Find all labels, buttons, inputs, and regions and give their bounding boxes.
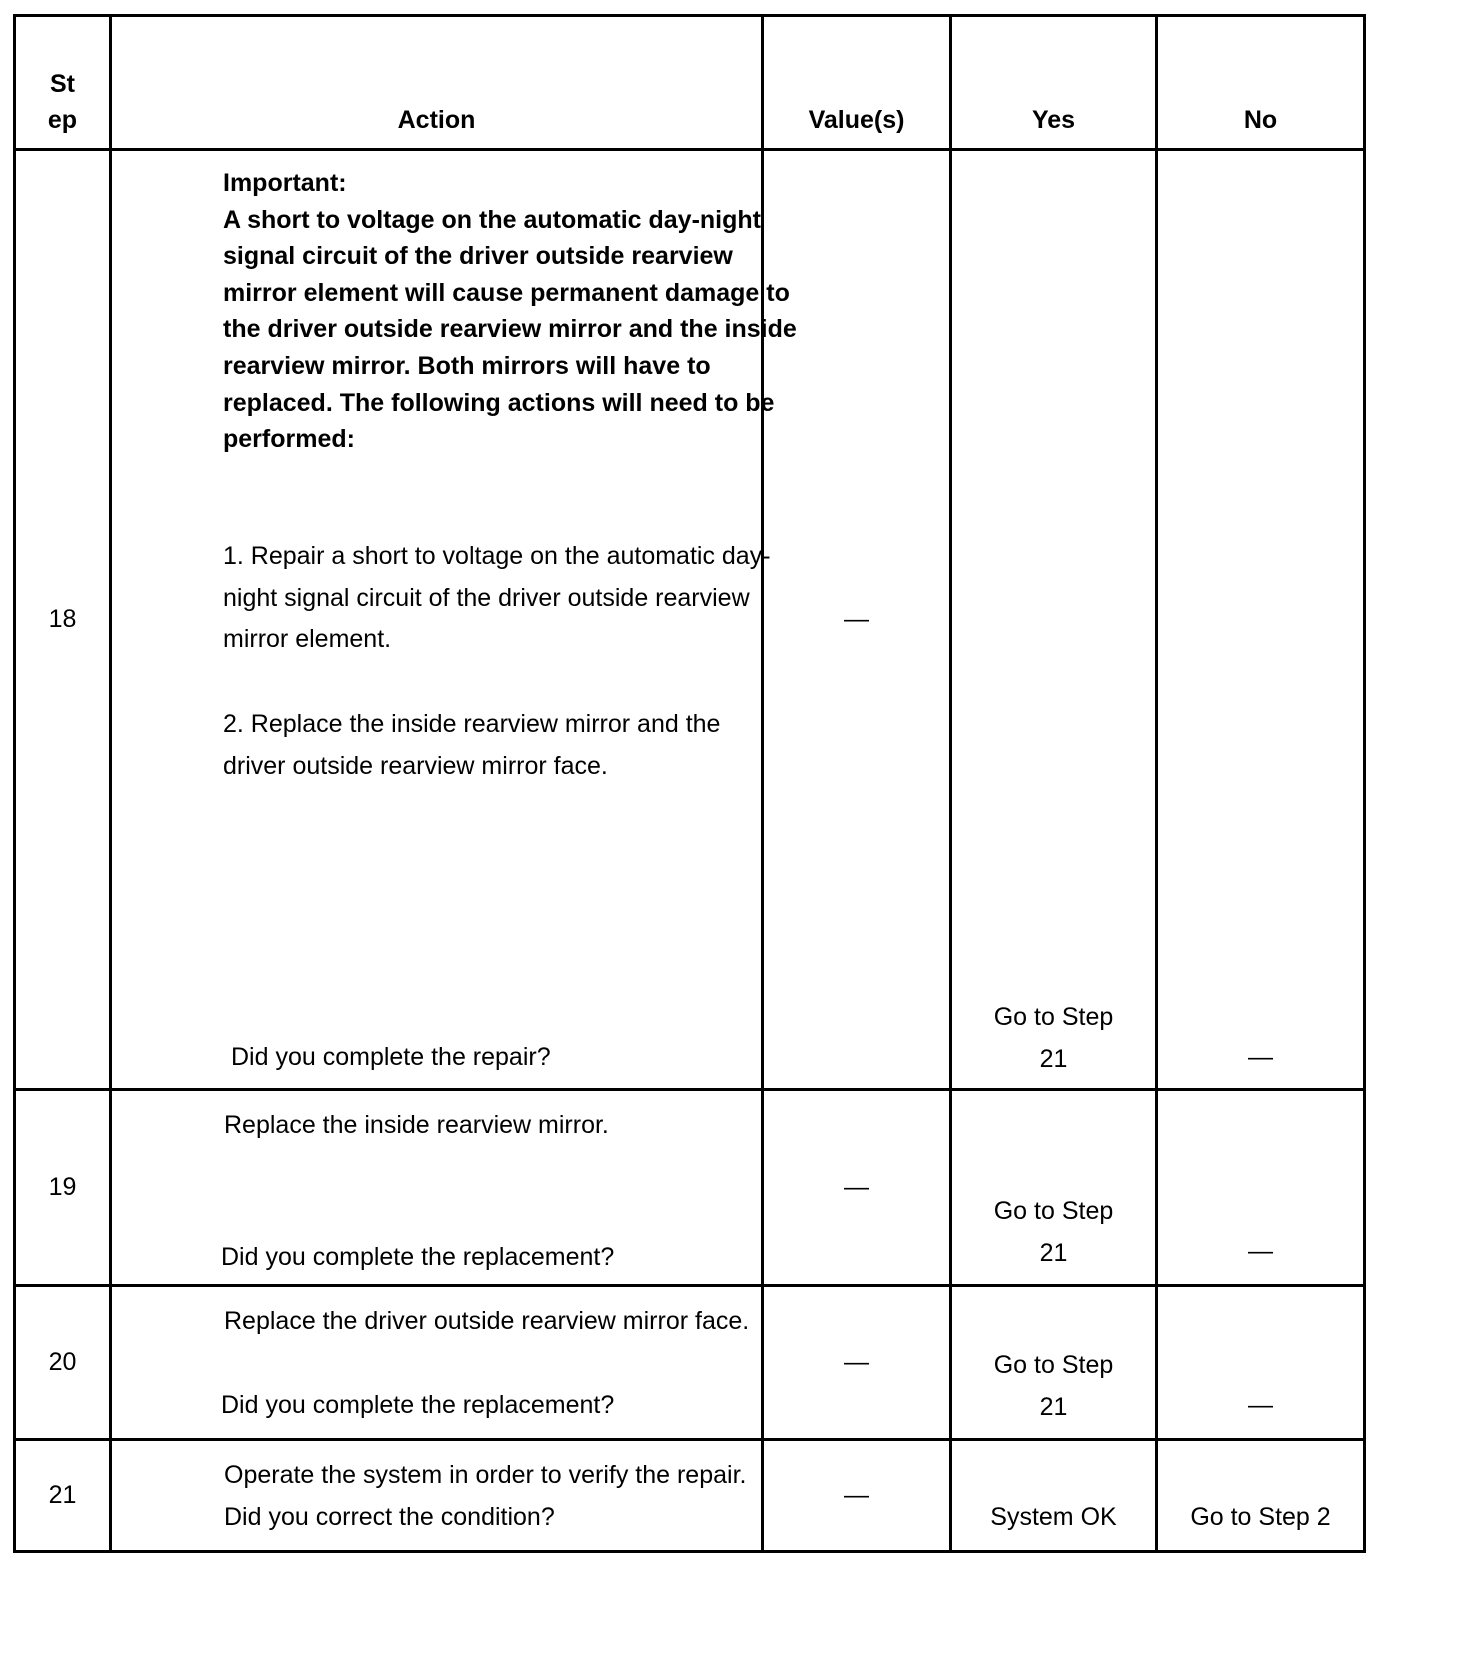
value-cell: —: [763, 150, 951, 1090]
yes-result: System OK: [990, 1503, 1117, 1531]
yes-cell: [951, 1286, 1157, 1440]
step-number: 21: [15, 1440, 111, 1552]
value-cell: —: [763, 1090, 951, 1286]
header-values: Value(s): [763, 16, 951, 150]
no-cell: [1157, 1090, 1365, 1286]
action-cell: [111, 150, 797, 1090]
no-result: —: [1248, 1237, 1273, 1265]
action-list-item: 1. Repair a short to voltage on the automatic day-night signal circuit of the driver outside rearview mirror element.: [223, 542, 771, 653]
table-row: [15, 1286, 1365, 1440]
action-cell: [111, 1440, 763, 1552]
table-row: [15, 1090, 1365, 1286]
yes-cell: [951, 1090, 1157, 1286]
no-cell: [1157, 150, 1365, 1090]
action-text: Replace the inside rearview mirror.: [224, 1111, 609, 1139]
no-result: —: [1248, 1391, 1273, 1419]
header-row: [15, 16, 1365, 150]
action-question: Did you complete the replacement?: [221, 1243, 615, 1271]
step-number: 18: [15, 150, 111, 1090]
diagnostic-table: [13, 14, 1366, 1553]
important-note: [223, 165, 803, 458]
yes-result: Go to Step 21: [993, 1197, 1114, 1267]
action-cell: [111, 1286, 763, 1440]
action-text: Operate the system in order to verify the repair.: [224, 1461, 747, 1489]
no-cell: [1157, 1286, 1365, 1440]
important-label: Important:: [223, 169, 347, 197]
header-action: Action: [111, 16, 763, 150]
action-question: Did you complete the repair?: [231, 1043, 551, 1071]
no-cell: [1157, 1440, 1365, 1552]
action-list-item: 2. Replace the inside rearview mirror and the driver outside rearview mirror face.: [223, 710, 721, 780]
action-question: Did you complete the replacement?: [221, 1391, 615, 1419]
header-yes: Yes: [951, 16, 1157, 150]
action-cell: [111, 1090, 763, 1286]
value-cell: —: [763, 1440, 951, 1552]
step-number: 19: [15, 1090, 111, 1286]
yes-cell: [951, 1440, 1157, 1552]
header-no: No: [1157, 16, 1365, 150]
action-text: Replace the driver outside rearview mirror face.: [224, 1307, 750, 1335]
no-result: Go to Step 2: [1190, 1503, 1331, 1531]
step-number: 20: [15, 1286, 111, 1440]
yes-result: Go to Step 21: [993, 1003, 1114, 1073]
table-row: [15, 1440, 1365, 1552]
yes-result: Go to Step 21: [993, 1351, 1114, 1421]
no-result: —: [1248, 1043, 1273, 1071]
important-text: A short to voltage on the automatic day-night signal circuit of the driver outside rearview mirror element will cause permanent damage to the driver outside rearview mirror and the inside rearview mirror. Both mirrors will have to replaced. The following actions will need to be performed:: [223, 205, 797, 454]
table-row: [15, 150, 1365, 1090]
action-question: Did you correct the condition?: [224, 1503, 555, 1531]
header-step: St ep: [15, 16, 111, 150]
yes-cell: [951, 150, 1157, 1090]
value-cell: —: [763, 1286, 951, 1440]
